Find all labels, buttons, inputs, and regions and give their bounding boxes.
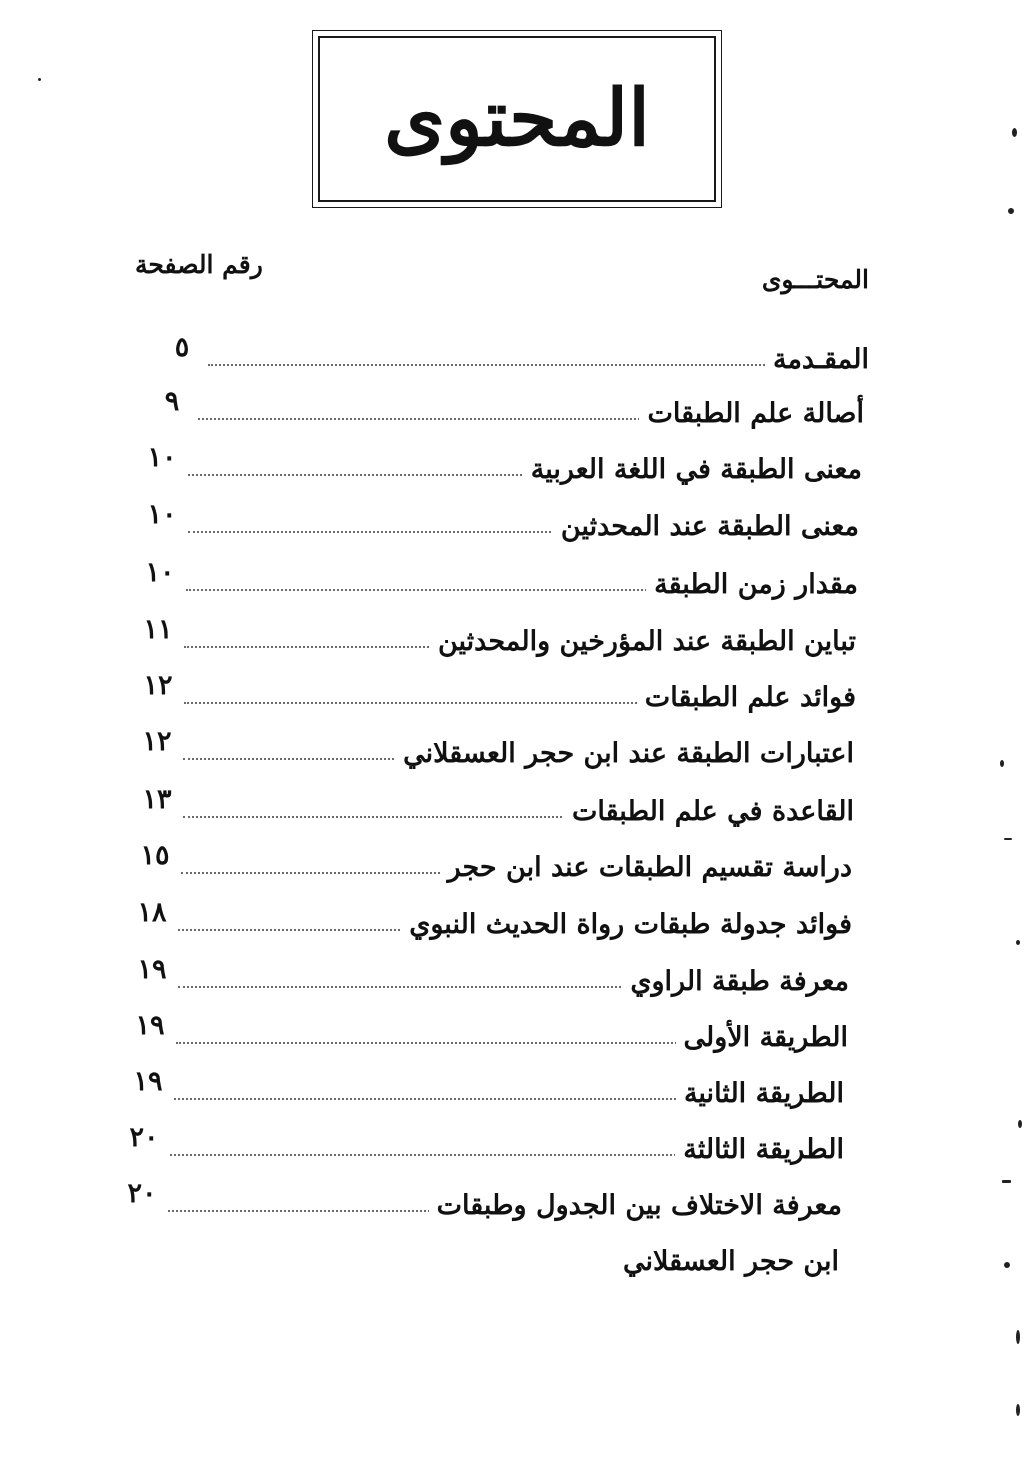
entry-page-number: ١٩ <box>137 954 167 985</box>
toc-entry <box>130 897 852 945</box>
entry-title: معرفة الاختلاف بين الجدول وطبقات <box>429 1186 842 1226</box>
entry-title: اعتبارات الطبقة عند ابن حجر العسقلاني <box>395 734 854 774</box>
entry-title: معنى الطبقة في اللغة العربية <box>523 450 862 490</box>
entry-title: القاعدة في علم الطبقات <box>564 792 854 832</box>
scan-speck <box>1016 1330 1020 1344</box>
toc-entry <box>120 1178 842 1226</box>
entry-page-number: ١١ <box>143 614 173 645</box>
entry-title: دراسة تقسيم الطبقات عند ابن حجر <box>440 848 852 888</box>
toc-entry <box>133 840 852 888</box>
scan-speck <box>1002 1180 1011 1183</box>
entry-title: الطريقة الثالثة <box>675 1130 844 1170</box>
entry-page-number: ١٩ <box>135 1010 165 1041</box>
entry-page-number: ١٠ <box>147 442 177 473</box>
entry-title: معرفة طبقة الراوي <box>622 962 849 1002</box>
entry-page-number: ٢٠ <box>129 1122 159 1153</box>
toc-entry <box>136 614 856 662</box>
toc-entry <box>140 499 859 547</box>
scan-speck <box>1004 838 1012 840</box>
entry-page-number: ١٨ <box>137 897 167 928</box>
entry-title: أصالة علم الطبقات <box>639 394 864 434</box>
toc-entry <box>128 1010 848 1058</box>
toc-entry <box>138 557 858 605</box>
toc-entry <box>140 442 862 490</box>
scan-speck <box>1016 940 1020 945</box>
scan-speck <box>1016 1404 1020 1416</box>
title-frame <box>318 36 716 202</box>
scan-speck <box>1004 1262 1010 1268</box>
entry-page-number: ١٠ <box>147 499 177 530</box>
content-header: المحتـــوى <box>761 265 869 294</box>
scan-speck <box>1008 208 1014 214</box>
toc-entry <box>136 670 856 718</box>
entry-page-number: ١٩ <box>133 1066 163 1097</box>
toc-entry <box>160 332 869 380</box>
scan-speck <box>1000 760 1004 767</box>
entry-page-number: ١٣ <box>142 784 172 815</box>
toc-entry <box>150 386 864 434</box>
toc-entry <box>135 784 854 832</box>
entry-title: فوائد جدولة طبقات رواة الحديث النبوي <box>401 905 852 945</box>
page-number-header: رقم الصفحة <box>135 250 263 279</box>
entry-title: الطريقة الثانية <box>676 1074 844 1114</box>
entry-title: فوائد علم الطبقات <box>637 678 856 718</box>
scan-speck <box>38 78 41 81</box>
entry-title: المقـدمة <box>765 340 869 380</box>
entry-page-number: ١٢ <box>143 670 173 701</box>
entry-title: الطريقة الأولى <box>676 1018 849 1058</box>
entry-title: مقدار زمن الطبقة <box>646 565 858 605</box>
toc-entry <box>135 726 854 774</box>
entry-page-number: ٢٠ <box>127 1178 157 1209</box>
entry-page-number: ٥ <box>174 332 190 363</box>
toc-entry <box>126 1066 844 1114</box>
entry-page-number: ١٢ <box>142 726 172 757</box>
toc-entry <box>122 1122 844 1170</box>
scan-speck <box>1018 1120 1022 1128</box>
scan-speck <box>1012 128 1017 137</box>
entry-page-number: ١٥ <box>140 840 170 871</box>
entry-title: تباين الطبقة عند المؤرخين والمحدثين <box>430 622 856 662</box>
entry-title: معنى الطبقة عند المحدثين <box>553 507 859 547</box>
page-title: المحتوى <box>384 73 650 164</box>
toc-entry <box>130 954 849 1002</box>
entry-title-continuation: ابن حجر العسقلاني <box>622 1246 839 1277</box>
entry-page-number: ٩ <box>164 386 180 417</box>
entry-page-number: ١٠ <box>145 557 175 588</box>
